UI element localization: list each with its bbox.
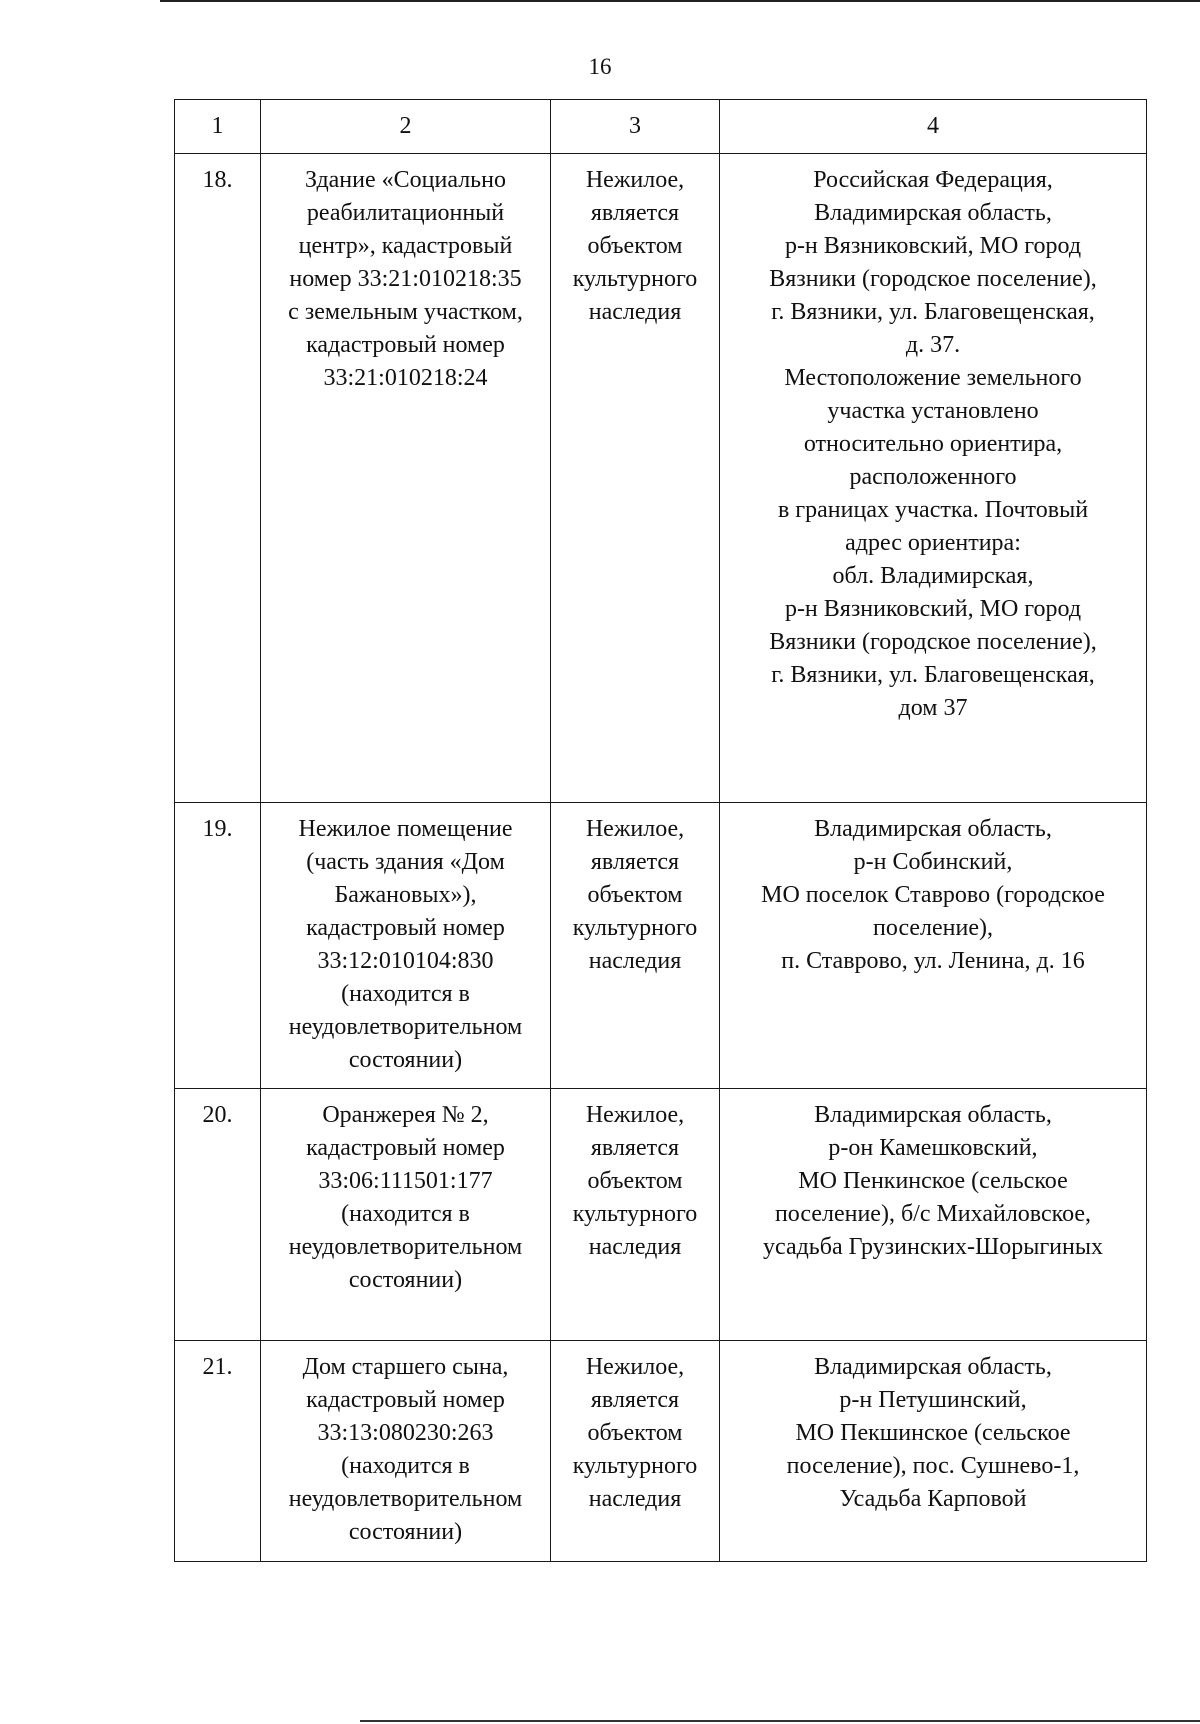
row-number: 19.	[175, 803, 261, 1089]
object-address: Российская Федерация, Владимирская область, р-н Вязниковский, МО город Вязники (городское поселение), г. Вязники, ул. Благовещенская, д. 37. Местоположение земельного участка установлено относительно ориентира, расположенного в границах участка. Почтовый адрес ориентира: обл. Владимирская, р-н Вязниковский, МО город Вязники (городское поселение), г. Вязники, ул. Благовещенская, дом 37	[720, 154, 1147, 803]
object-type: Нежилое, является объектом культурного наследия	[551, 154, 720, 803]
scan-edge-bottom	[360, 1720, 1200, 1722]
row-number: 21.	[175, 1341, 261, 1562]
header-cell-1: 1	[175, 100, 261, 154]
table-row	[175, 1341, 1147, 1562]
object-type: Нежилое, является объектом культурного наследия	[551, 803, 720, 1089]
row-number: 18.	[175, 154, 261, 803]
object-address: Владимирская область, р-н Собинский, МО поселок Ставрово (городское поселение), п. Ставрово, ул. Ленина, д. 16	[720, 803, 1147, 1089]
object-address: Владимирская область, р-н Петушинский, МО Пекшинское (сельское поселение), пос. Сушнево-1, Усадьба Карповой	[720, 1341, 1147, 1562]
scan-edge-top	[160, 0, 1200, 2]
page-number: 16	[588, 54, 612, 79]
header-cell-3: 3	[551, 100, 720, 154]
object-name: Дом старшего сына, кадастровый номер 33:13:080230:263 (находится в неудовлетворительном состоянии)	[261, 1341, 551, 1562]
object-type: Нежилое, является объектом культурного наследия	[551, 1341, 720, 1562]
table-row	[175, 154, 1147, 803]
object-name: Нежилое помещение (часть здания «Дом Бажановых»), кадастровый номер 33:12:010104:830 (находится в неудовлетворительном состоянии)	[261, 803, 551, 1089]
header-cell-4: 4	[720, 100, 1147, 154]
table-row	[175, 803, 1147, 1089]
property-table	[174, 99, 1147, 1562]
object-address: Владимирская область, р-он Камешковский, МО Пенкинское (сельское поселение), б/с Михайловское, усадьба Грузинских-Шорыгиных	[720, 1089, 1147, 1341]
row-number: 20.	[175, 1089, 261, 1341]
table-row	[175, 1089, 1147, 1341]
object-name: Оранжерея № 2, кадастровый номер 33:06:111501:177 (находится в неудовлетворительном состоянии)	[261, 1089, 551, 1341]
table-header-row	[175, 100, 1147, 154]
object-name: Здание «Социально реабилитационный центр», кадастровый номер 33:21:010218:35 с земельным участком, кадастровый номер 33:21:010218:24	[261, 154, 551, 803]
header-cell-2: 2	[261, 100, 551, 154]
object-type: Нежилое, является объектом культурного наследия	[551, 1089, 720, 1341]
